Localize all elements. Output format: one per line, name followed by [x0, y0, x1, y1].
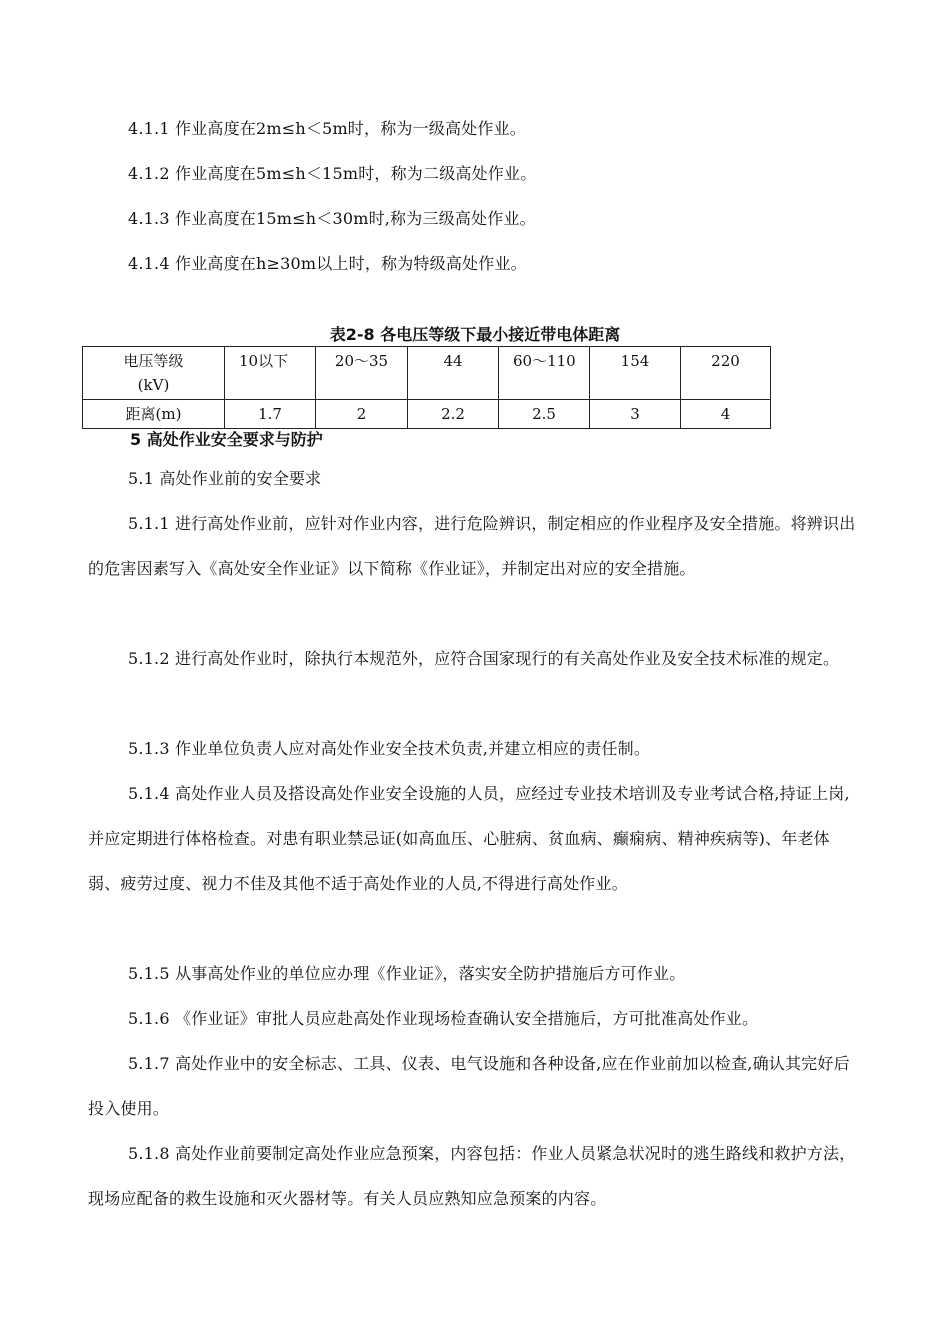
- clause-5-1-5: 5.1.5 从事高处作业的单位应办理《作业证》，落实安全防护措施后方可作业。: [128, 964, 686, 983]
- distance-cell: 1.7: [225, 400, 316, 429]
- section-heading: 5 高处作业安全要求与防护: [130, 430, 323, 449]
- distance-cell: 2.2: [408, 400, 499, 429]
- clause-4-1-1: 4.1.1 作业高度在2m≤h＜5m时，称为一级高处作业。: [128, 119, 527, 138]
- distance-cell: 2.5: [499, 400, 590, 429]
- distance-cell: 2: [316, 400, 408, 429]
- clause-5-1-3: 5.1.3 作业单位负责人应对高处作业安全技术负责,并建立相应的责任制。: [128, 739, 651, 758]
- distance-cell: 4: [681, 400, 771, 429]
- table-caption: 表2-8 各电压等级下最小接近带电体距离: [329, 325, 621, 344]
- clause-4-1-3: 4.1.3 作业高度在15m≤h＜30m时,称为三级高处作业。: [128, 209, 536, 228]
- clause-5-1: 5.1 高处作业前的安全要求: [128, 469, 322, 488]
- voltage-cell: 60～110: [499, 347, 590, 400]
- header-distance: 距离(m): [83, 400, 225, 429]
- voltage-cell: 220: [681, 347, 771, 400]
- distance-cell: 3: [590, 400, 681, 429]
- clause-5-1-8: 5.1.8 高处作业前要制定高处作业应急预案，内容包括：作业人员紧急状况时的逃生路线和救护方法，现场应配备的救生设施和灭火器材等。有关人员应熟知应急预案的内容。: [88, 1144, 856, 1208]
- voltage-cell: 154: [590, 347, 681, 400]
- voltage-cell: 10以下: [225, 347, 316, 400]
- voltage-cell: 44: [408, 347, 499, 400]
- voltage-cell: 20～35: [316, 347, 408, 400]
- clause-5-1-1: 5.1.1 进行高处作业前，应针对作业内容，进行危险辨识，制定相应的作业程序及安全措施。将辨识出的危害因素写入《高处安全作业证》以下简称《作业证》，并制定出对应的安全措施。: [88, 514, 856, 578]
- clause-5-1-7: 5.1.7 高处作业中的安全标志、工具、仪表、电气设施和各种设备,应在作业前加以检查,确认其完好后投入使用。: [88, 1054, 850, 1118]
- clause-5-1-2: 5.1.2 进行高处作业时，除执行本规范外，应符合国家现行的有关高处作业及安全技术标准的规定。: [128, 649, 840, 668]
- clause-4-1-2: 4.1.2 作业高度在5m≤h＜15m时，称为二级高处作业。: [128, 164, 537, 183]
- clause-5-1-6: 5.1.6 《作业证》审批人员应赴高处作业现场检查确认安全措施后，方可批准高处作业。: [128, 1009, 759, 1028]
- table-row-distance: [83, 400, 771, 429]
- table-row-voltage: [83, 347, 771, 400]
- clause-4-1-4: 4.1.4 作业高度在h≥30m以上时，称为特级高处作业。: [128, 254, 527, 273]
- voltage-distance-table: [82, 346, 771, 429]
- header-voltage-level: 电压等级 (kV): [83, 347, 225, 400]
- clause-5-1-4: 5.1.4 高处作业人员及搭设高处作业安全设施的人员，应经过专业技术培训及专业考试合格,持证上岗,并应定期进行体格检查。对患有职业禁忌证(如高血压、心脏病、贫血病、癫痫病、精神疾病等)、年老体弱、疲劳过度、视力不佳及其他不适于高处作业的人员,不得进行高处作业。: [88, 784, 850, 893]
